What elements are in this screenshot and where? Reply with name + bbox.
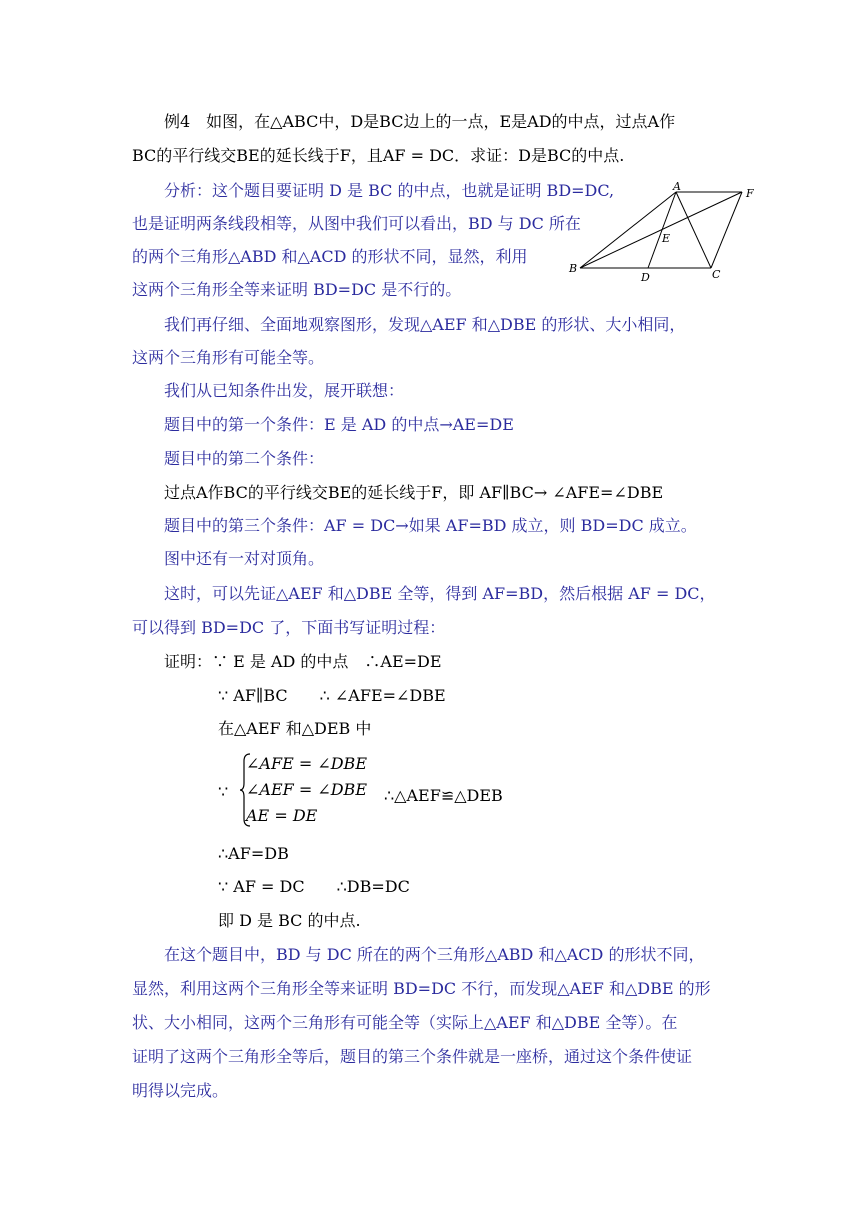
para2-line-1: 我们再仔细、全面地观察图形，发现△AEF 和△DBE 的形状、大小相同，	[164, 315, 686, 334]
para2-line-2: 这两个三角形有可能全等。	[132, 348, 325, 367]
condition-3: 题目中的第三个条件：AF = DC→如果 AF=BD 成立，则 BD=DC 成立。	[164, 516, 697, 535]
summary-line-2: 显然，利用这两个三角形全等来证明 BD=DC 不行，而发现△AEF 和△DBE 的形	[132, 979, 711, 998]
system-line-3: AE = DE	[246, 806, 318, 825]
label-B: B	[569, 262, 578, 275]
congruence-conclusion: ∴△AEF≌△DEB	[384, 786, 503, 805]
analysis-line-3: 的两个三角形△ABD 和△ACD 的形状不同，显然，利用	[132, 247, 528, 266]
segment-CF	[711, 192, 742, 268]
para3: 我们从已知条件出发，展开联想：	[164, 381, 405, 400]
summary-line-3: 状、大小相同，这两个三角形有可能全等（实际上△AEF 和△DBE 全等）。在	[132, 1013, 678, 1032]
proof-system	[218, 751, 518, 831]
label-E: E	[662, 232, 671, 245]
condition-2-body: 过点A作BC的平行线交BE的延长线于F，即 AF∥BC→ ∠AFE=∠DBE	[164, 483, 664, 502]
label-F: F	[746, 187, 754, 200]
example-line-1-text: 例4 如图，在△ABC中，D是BC边上的一点，E是AD的中点，过点A作	[164, 112, 676, 131]
label-C: C	[712, 268, 721, 281]
proof-line-5: ∵ AF = DC ∴DB=DC	[218, 877, 410, 896]
summary-line-5: 明得以完成。	[132, 1081, 229, 1100]
system-line-2: ∠AEF = ∠DBE	[246, 780, 367, 799]
proof-line-6: 即 D 是 BC 的中点.	[218, 911, 361, 930]
segment-AC	[676, 192, 711, 268]
analysis-line-2: 也是证明两条线段相等，从图中我们可以看出，BD 与 DC 所在	[132, 214, 581, 233]
example-line-2-text: BC的平行线交BE的延长线于F，且AF = DC．求证：D是BC的中点.	[132, 146, 625, 165]
proof-line-1: 证明：∵ E 是 AD 的中点 ∴AE=DE	[164, 652, 442, 671]
geometry-figure	[566, 180, 762, 286]
example-line-1	[164, 111, 675, 133]
system-line-1: ∠AFE = ∠DBE	[246, 754, 367, 773]
proof-line-4: ∴AF=DB	[218, 844, 289, 863]
summary-line-1: 在这个题目中，BD 与 DC 所在的两个三角形△ABD 和△ACD 的形状不同，	[164, 945, 705, 964]
then-line-1: 这时，可以先证△AEF 和△DBE 全等，得到 AF=BD，然后根据 AF = DC，	[164, 584, 716, 603]
vertical-angles-note: 图中还有一对对顶角。	[164, 549, 325, 568]
label-D: D	[641, 271, 650, 284]
summary-line-4: 证明了这两个三角形全等后，题目的第三个条件就是一座桥，通过这个条件使证	[132, 1047, 693, 1066]
then-line-2: 可以得到 BD=DC 了，下面书写证明过程：	[132, 618, 446, 637]
proof-line-2: ∵ AF∥BC ∴ ∠AFE=∠DBE	[218, 686, 446, 705]
condition-1: 题目中的第一个条件：E 是 AD 的中点→AE=DE	[164, 415, 514, 434]
analysis-line-1: 分析：这个题目要证明 D 是 BC 的中点，也就是证明 BD=DC,	[164, 181, 615, 200]
condition-2-title: 题目中的第二个条件：	[164, 449, 325, 468]
analysis-line-4: 这两个三角形全等来证明 BD=DC 是不行的。	[132, 280, 462, 299]
label-A: A	[673, 180, 681, 193]
because-symbol: ∵	[218, 782, 229, 801]
example-line-2	[132, 145, 624, 167]
proof-line-3: 在△AEF 和△DEB 中	[218, 719, 372, 738]
